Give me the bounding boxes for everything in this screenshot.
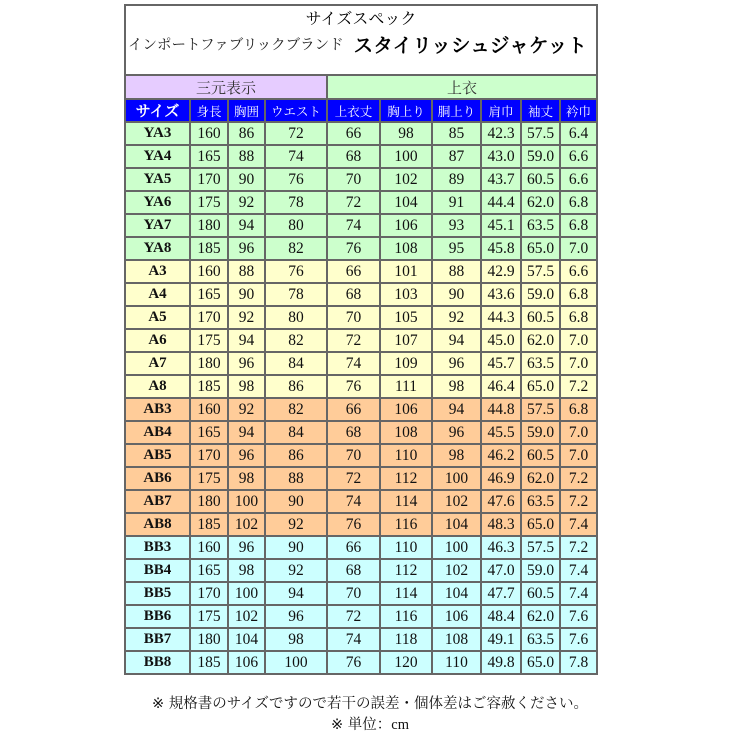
cell-waist: 80: [265, 306, 327, 329]
cell-shoulder: 43.6: [481, 283, 521, 306]
cell-collar: 7.8: [560, 651, 596, 673]
cell-collar: 7.0: [560, 421, 596, 444]
cell-waist: 72: [265, 122, 327, 145]
cell-size: YA8: [126, 237, 190, 260]
cell-chest-width: 106: [380, 214, 432, 237]
cell-chest-width: 110: [380, 444, 432, 467]
cell-waist: 80: [265, 214, 327, 237]
cell-size: BB7: [126, 628, 190, 651]
category-jacket: 上衣: [327, 76, 596, 99]
cell-chest: 96: [228, 444, 265, 467]
spec-heading: サイズスペック: [305, 9, 417, 28]
table-row: [126, 214, 596, 237]
cell-body-width: 96: [432, 421, 481, 444]
unit-value: cm: [391, 717, 409, 733]
cell-shoulder: 47.0: [481, 559, 521, 582]
cell-chest-width: 98: [380, 122, 432, 145]
column-header-sleeve: 袖丈: [521, 99, 560, 122]
cell-shoulder: 45.1: [481, 214, 521, 237]
table-row: [126, 490, 596, 513]
cell-waist: 84: [265, 352, 327, 375]
cell-body-width: 88: [432, 260, 481, 283]
cell-collar: 6.6: [560, 145, 596, 168]
cell-jacket-length: 70: [327, 444, 380, 467]
cell-body-width: 89: [432, 168, 481, 191]
cell-waist: 86: [265, 444, 327, 467]
table-row: [126, 513, 596, 536]
cell-sleeve: 60.5: [521, 306, 560, 329]
cell-height: 160: [190, 398, 228, 421]
cell-chest: 98: [228, 375, 265, 398]
cell-collar: 7.4: [560, 559, 596, 582]
cell-sleeve: 65.0: [521, 651, 560, 673]
cell-body-width: 102: [432, 559, 481, 582]
cell-chest: 94: [228, 421, 265, 444]
cell-shoulder: 47.7: [481, 582, 521, 605]
cell-size: A3: [126, 260, 190, 283]
size-spec-table-container: [124, 4, 598, 675]
table-row: [126, 398, 596, 421]
cell-height: 160: [190, 536, 228, 559]
cell-shoulder: 45.7: [481, 352, 521, 375]
cell-sleeve: 60.5: [521, 444, 560, 467]
cell-body-width: 106: [432, 605, 481, 628]
cell-collar: 6.6: [560, 260, 596, 283]
cell-jacket-length: 68: [327, 283, 380, 306]
cell-waist: 94: [265, 582, 327, 605]
cell-size: YA3: [126, 122, 190, 145]
cell-shoulder: 44.4: [481, 191, 521, 214]
cell-chest-width: 109: [380, 352, 432, 375]
cell-height: 160: [190, 122, 228, 145]
cell-size: A4: [126, 283, 190, 306]
table-row: [126, 375, 596, 398]
cell-size: A8: [126, 375, 190, 398]
cell-chest-width: 108: [380, 237, 432, 260]
column-header-chest-width: 胸上り: [380, 99, 432, 122]
cell-size: YA7: [126, 214, 190, 237]
cell-waist: 98: [265, 628, 327, 651]
cell-chest-width: 110: [380, 536, 432, 559]
cell-shoulder: 42.3: [481, 122, 521, 145]
cell-collar: 7.2: [560, 490, 596, 513]
cell-height: 175: [190, 191, 228, 214]
cell-sleeve: 63.5: [521, 214, 560, 237]
cell-body-width: 110: [432, 651, 481, 673]
cell-body-width: 87: [432, 145, 481, 168]
cell-collar: 7.4: [560, 582, 596, 605]
cell-shoulder: 48.3: [481, 513, 521, 536]
cell-waist: 96: [265, 605, 327, 628]
cell-body-width: 104: [432, 513, 481, 536]
cell-chest: 102: [228, 513, 265, 536]
cell-chest-width: 112: [380, 559, 432, 582]
cell-chest-width: 104: [380, 191, 432, 214]
size-spec-table: [126, 76, 596, 673]
cell-chest-width: 120: [380, 651, 432, 673]
cell-size: BB5: [126, 582, 190, 605]
cell-height: 170: [190, 582, 228, 605]
cell-jacket-length: 66: [327, 122, 380, 145]
cell-jacket-length: 66: [327, 398, 380, 421]
cell-sleeve: 59.0: [521, 559, 560, 582]
cell-size: YA5: [126, 168, 190, 191]
cell-sleeve: 59.0: [521, 283, 560, 306]
table-row: [126, 582, 596, 605]
cell-size: YA4: [126, 145, 190, 168]
cell-height: 185: [190, 237, 228, 260]
table-row: [126, 444, 596, 467]
cell-chest-width: 108: [380, 421, 432, 444]
product-title-line: [128, 32, 596, 59]
cell-body-width: 95: [432, 237, 481, 260]
column-header-jacket-length: 上衣丈: [327, 99, 380, 122]
cell-sleeve: 62.0: [521, 467, 560, 490]
cell-height: 165: [190, 283, 228, 306]
cell-shoulder: 44.3: [481, 306, 521, 329]
cell-collar: 6.8: [560, 283, 596, 306]
cell-chest-width: 103: [380, 283, 432, 306]
cell-shoulder: 46.2: [481, 444, 521, 467]
cell-size: A5: [126, 306, 190, 329]
column-header-height: 身長: [190, 99, 228, 122]
cell-chest: 90: [228, 283, 265, 306]
cell-waist: 90: [265, 490, 327, 513]
cell-shoulder: 45.8: [481, 237, 521, 260]
cell-waist: 92: [265, 559, 327, 582]
cell-height: 180: [190, 490, 228, 513]
cell-jacket-length: 76: [327, 375, 380, 398]
cell-jacket-length: 70: [327, 306, 380, 329]
cell-height: 175: [190, 467, 228, 490]
cell-jacket-length: 70: [327, 582, 380, 605]
cell-jacket-length: 66: [327, 260, 380, 283]
cell-size: BB6: [126, 605, 190, 628]
cell-jacket-length: 72: [327, 191, 380, 214]
cell-jacket-length: 72: [327, 329, 380, 352]
cell-height: 170: [190, 168, 228, 191]
cell-jacket-length: 66: [327, 536, 380, 559]
cell-height: 160: [190, 260, 228, 283]
table-row: [126, 168, 596, 191]
cell-chest-width: 116: [380, 513, 432, 536]
cell-chest-width: 116: [380, 605, 432, 628]
cell-waist: 78: [265, 191, 327, 214]
category-three-gen: 三元表示: [126, 76, 327, 99]
cell-chest-width: 114: [380, 490, 432, 513]
cell-waist: 92: [265, 513, 327, 536]
cell-height: 180: [190, 352, 228, 375]
cell-jacket-length: 76: [327, 651, 380, 673]
table-row: [126, 260, 596, 283]
cell-chest-width: 101: [380, 260, 432, 283]
cell-height: 185: [190, 651, 228, 673]
cell-height: 165: [190, 145, 228, 168]
cell-shoulder: 45.0: [481, 329, 521, 352]
cell-collar: 7.0: [560, 329, 596, 352]
cell-waist: 84: [265, 421, 327, 444]
cell-sleeve: 59.0: [521, 421, 560, 444]
cell-height: 185: [190, 375, 228, 398]
cell-chest: 100: [228, 490, 265, 513]
cell-sleeve: 62.0: [521, 329, 560, 352]
cell-collar: 7.2: [560, 467, 596, 490]
cell-body-width: 91: [432, 191, 481, 214]
cell-collar: 6.4: [560, 122, 596, 145]
cell-size: AB5: [126, 444, 190, 467]
table-row: [126, 605, 596, 628]
cell-collar: 7.0: [560, 444, 596, 467]
cell-chest: 98: [228, 467, 265, 490]
cell-jacket-length: 72: [327, 605, 380, 628]
cell-size: AB6: [126, 467, 190, 490]
cell-size: A6: [126, 329, 190, 352]
cell-sleeve: 60.5: [521, 168, 560, 191]
cell-shoulder: 46.9: [481, 467, 521, 490]
cell-sleeve: 62.0: [521, 191, 560, 214]
cell-sleeve: 65.0: [521, 375, 560, 398]
table-row: [126, 651, 596, 673]
cell-size: YA6: [126, 191, 190, 214]
cell-body-width: 102: [432, 490, 481, 513]
cell-shoulder: 47.6: [481, 490, 521, 513]
cell-sleeve: 65.0: [521, 513, 560, 536]
cell-body-width: 108: [432, 628, 481, 651]
cell-collar: 7.6: [560, 605, 596, 628]
cell-waist: 78: [265, 283, 327, 306]
cell-chest-width: 106: [380, 398, 432, 421]
cell-body-width: 96: [432, 352, 481, 375]
cell-sleeve: 57.5: [521, 398, 560, 421]
brand-label: インポートファブリックブランド: [128, 37, 344, 54]
cell-height: 180: [190, 628, 228, 651]
cell-collar: 7.2: [560, 375, 596, 398]
column-header-body-width: 胴上り: [432, 99, 481, 122]
cell-shoulder: 42.9: [481, 260, 521, 283]
cell-chest-width: 114: [380, 582, 432, 605]
cell-waist: 86: [265, 375, 327, 398]
cell-collar: 7.2: [560, 536, 596, 559]
cell-jacket-length: 72: [327, 467, 380, 490]
cell-size: AB8: [126, 513, 190, 536]
cell-chest: 96: [228, 237, 265, 260]
cell-chest: 96: [228, 536, 265, 559]
cell-waist: 100: [265, 651, 327, 673]
cell-shoulder: 49.1: [481, 628, 521, 651]
cell-sleeve: 63.5: [521, 352, 560, 375]
cell-size: AB4: [126, 421, 190, 444]
table-row: [126, 237, 596, 260]
cell-body-width: 98: [432, 375, 481, 398]
cell-height: 180: [190, 214, 228, 237]
cell-body-width: 85: [432, 122, 481, 145]
cell-chest-width: 100: [380, 145, 432, 168]
cell-shoulder: 43.0: [481, 145, 521, 168]
cell-collar: 6.8: [560, 398, 596, 421]
cell-waist: 82: [265, 398, 327, 421]
cell-chest: 92: [228, 191, 265, 214]
cell-sleeve: 63.5: [521, 490, 560, 513]
table-row: [126, 467, 596, 490]
cell-jacket-length: 68: [327, 145, 380, 168]
cell-body-width: 100: [432, 467, 481, 490]
cell-body-width: 92: [432, 306, 481, 329]
column-header-shoulder: 肩巾: [481, 99, 521, 122]
cell-sleeve: 57.5: [521, 260, 560, 283]
cell-waist: 76: [265, 168, 327, 191]
cell-chest-width: 102: [380, 168, 432, 191]
cell-jacket-length: 74: [327, 628, 380, 651]
column-header-collar: 衿巾: [560, 99, 596, 122]
cell-chest: 102: [228, 605, 265, 628]
cell-chest: 92: [228, 398, 265, 421]
table-row: [126, 628, 596, 651]
cell-sleeve: 57.5: [521, 122, 560, 145]
cell-collar: 7.0: [560, 352, 596, 375]
cell-jacket-length: 76: [327, 237, 380, 260]
table-row: [126, 145, 596, 168]
title-box: [126, 6, 596, 76]
cell-chest: 92: [228, 306, 265, 329]
cell-jacket-length: 74: [327, 352, 380, 375]
cell-chest: 94: [228, 214, 265, 237]
cell-body-width: 98: [432, 444, 481, 467]
cell-waist: 74: [265, 145, 327, 168]
unit-label: ※ 単位：: [331, 717, 392, 733]
cell-waist: 82: [265, 329, 327, 352]
disclaimer-note: ※ 規格書のサイズですので若干の誤差・個体差はご容赦ください。: [151, 696, 589, 712]
cell-height: 165: [190, 421, 228, 444]
cell-height: 185: [190, 513, 228, 536]
cell-chest-width: 107: [380, 329, 432, 352]
table-row: [126, 536, 596, 559]
cell-jacket-length: 76: [327, 513, 380, 536]
cell-sleeve: 60.5: [521, 582, 560, 605]
cell-shoulder: 46.3: [481, 536, 521, 559]
cell-size: AB3: [126, 398, 190, 421]
product-name: スタイリッシュジャケット: [353, 33, 588, 57]
cell-chest: 96: [228, 352, 265, 375]
cell-waist: 90: [265, 536, 327, 559]
cell-chest-width: 105: [380, 306, 432, 329]
cell-size: BB3: [126, 536, 190, 559]
cell-sleeve: 63.5: [521, 628, 560, 651]
cell-shoulder: 44.8: [481, 398, 521, 421]
category-header-row: [126, 76, 596, 99]
cell-body-width: 104: [432, 582, 481, 605]
cell-sleeve: 59.0: [521, 145, 560, 168]
table-row: [126, 352, 596, 375]
cell-chest: 88: [228, 260, 265, 283]
cell-body-width: 100: [432, 536, 481, 559]
column-header-row: [126, 99, 596, 122]
cell-waist: 82: [265, 237, 327, 260]
cell-size: BB4: [126, 559, 190, 582]
cell-jacket-length: 68: [327, 421, 380, 444]
table-row: [126, 191, 596, 214]
cell-jacket-length: 68: [327, 559, 380, 582]
table-row: [126, 559, 596, 582]
cell-collar: 6.8: [560, 191, 596, 214]
table-row: [126, 122, 596, 145]
cell-shoulder: 45.5: [481, 421, 521, 444]
cell-collar: 7.6: [560, 628, 596, 651]
column-header-waist: ウエスト: [265, 99, 327, 122]
cell-chest-width: 112: [380, 467, 432, 490]
cell-chest: 88: [228, 145, 265, 168]
column-header-size: サイズ: [126, 99, 190, 122]
table-row: [126, 421, 596, 444]
table-row: [126, 329, 596, 352]
cell-size: A7: [126, 352, 190, 375]
cell-chest: 94: [228, 329, 265, 352]
cell-collar: 7.4: [560, 513, 596, 536]
cell-body-width: 90: [432, 283, 481, 306]
cell-waist: 76: [265, 260, 327, 283]
cell-size: BB8: [126, 651, 190, 673]
cell-height: 175: [190, 329, 228, 352]
size-rows: [126, 122, 596, 673]
cell-sleeve: 62.0: [521, 605, 560, 628]
cell-chest-width: 111: [380, 375, 432, 398]
table-row: [126, 283, 596, 306]
cell-chest: 106: [228, 651, 265, 673]
cell-sleeve: 65.0: [521, 237, 560, 260]
cell-height: 170: [190, 444, 228, 467]
column-header-chest: 胸囲: [228, 99, 265, 122]
cell-chest: 104: [228, 628, 265, 651]
cell-collar: 6.6: [560, 168, 596, 191]
unit-note: [0, 713, 740, 734]
cell-collar: 7.0: [560, 237, 596, 260]
cell-height: 170: [190, 306, 228, 329]
table-row: [126, 306, 596, 329]
cell-chest-width: 118: [380, 628, 432, 651]
cell-body-width: 94: [432, 398, 481, 421]
cell-jacket-length: 74: [327, 214, 380, 237]
cell-chest: 98: [228, 559, 265, 582]
cell-sleeve: 57.5: [521, 536, 560, 559]
cell-shoulder: 43.7: [481, 168, 521, 191]
cell-waist: 88: [265, 467, 327, 490]
cell-shoulder: 49.8: [481, 651, 521, 673]
cell-body-width: 94: [432, 329, 481, 352]
cell-collar: 6.8: [560, 214, 596, 237]
cell-height: 165: [190, 559, 228, 582]
cell-collar: 6.8: [560, 306, 596, 329]
cell-shoulder: 48.4: [481, 605, 521, 628]
cell-size: AB7: [126, 490, 190, 513]
cell-jacket-length: 70: [327, 168, 380, 191]
cell-chest: 100: [228, 582, 265, 605]
cell-body-width: 93: [432, 214, 481, 237]
cell-chest: 90: [228, 168, 265, 191]
cell-jacket-length: 74: [327, 490, 380, 513]
cell-height: 175: [190, 605, 228, 628]
cell-chest: 86: [228, 122, 265, 145]
cell-shoulder: 46.4: [481, 375, 521, 398]
